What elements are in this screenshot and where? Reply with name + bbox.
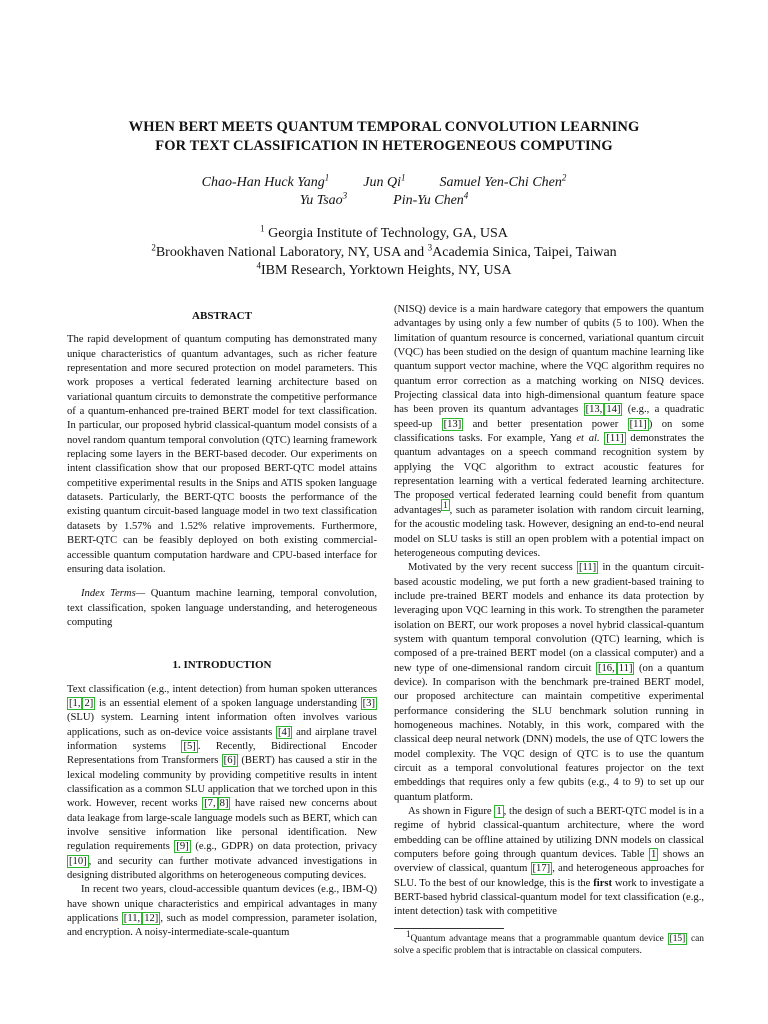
citation-link[interactable]: [17] <box>532 863 551 875</box>
citation-link[interactable]: [3] <box>362 697 375 709</box>
intro-paragraph-2: In recent two years, cloud-accessible quantum devices (e.g., IBM-Q) have shown unique characteristics and empirical advantages in many applications [11, 12] , such as model compression, parameter isolation, and encryption. A noisy-intermediate-scale-quantum <box>67 884 377 939</box>
citation-link[interactable]: [6] <box>223 755 237 767</box>
author-list <box>60 174 708 210</box>
right-paragraph-1: (NISQ) device is a main hardware category that empowers the quantum advantages by using only a few number of qubits (5 to 100). When the limitation of quantum resource is concerned, variational quantum circuit (VQC) has been studied on the design of quantum machine learning like quantum support vector machine, where the VQC algorithm requires no quantum error correction as a matching working on NISQ devices. Projecting classical data into high-dimensional quantum feature space has been proven its quantum advantages [13, 14] (e.g., a quadratic speed-up [13] and better presentation power [11] ) on some classifications tasks. For example, Yang et al. [11] demonstrates the quantum advantages on a speech command recognition system by applying the VQC algorithm to extract acoustic features for representation learning with a vertical federated learning architecture. The proposed vertical federated learning could benefit from quantum advantages $^1$ , such as parameter isolation with random circuit learning, for the acoustic modeling task. However, designing an end-to-end neural model on SLU tasks is still an open problem with a potential impact on heterogeneous computing devices. <box>394 304 704 559</box>
title-line-1: WHEN BERT MEETS QUANTUM TEMPORAL CONVOLUTION LEARNING <box>128 119 640 135</box>
citation-link[interactable]: [11] <box>578 562 597 574</box>
citation-link[interactable]: [5] <box>183 740 196 752</box>
citation-link[interactable]: 11] <box>618 662 633 674</box>
citation-link[interactable]: [10] <box>69 855 87 867</box>
citation-link[interactable]: [15] <box>669 933 686 944</box>
title-line-2: FOR TEXT CLASSIFICATION IN HETEROGENEOUS COMPUTING <box>155 138 613 154</box>
author-line-1 <box>60 174 708 192</box>
author: Jun Qi$^1$ <box>363 172 406 190</box>
author: Samuel Yen-Chi Chen$^2$ <box>439 172 567 190</box>
right-paragraph-2: Motivated by the very recent success [11] in the quantum circuit-based acoustic modeling, we put forth a new gradient-based training to include pre-trained BERT models and enhance its data protection by leveraging upon VQC learning in this work. To strengthen the parameter isolation on BERT, our work proposes a novel hybrid classical-quantum system with quantum temporal convolution (QTC) learning, which is composed of a pre-trained BERT model (on a classical computer) and a new type of one-dimensional random circuit [16, 11] (on a quantum device). In comparison with the benchmark pre-trained BERT model, our proposed architecture can maintain competitive experimental performance considering the SLU benchmark solution running in homogeneous machines. Notably, in this work, compared with the classical deep neural network (DNN) models, the use of QTC lowers the model complexity. The VQC design of QTC is to use the quantum circuit as a temporal convolutional features projector on the text embeddings that requires only a few qubits (e.g., 4 to 9) to set up our quantum platform. <box>394 562 704 803</box>
author-line-2 <box>60 192 708 210</box>
author: Pin-Yu Chen$^4$ <box>393 190 469 208</box>
abstract-text: The rapid development of quantum computing has demonstrated many unique characteristics of quantum advantages, such as richer feature representation and more secured protection on model parameters. This work proposes a vertical federated learning architecture based on variational quantum circuits to demonstrate the competitive performance of a quantum-enhanced pre-trained BERT model for text classification. In particular, our proposed hybrid classical-quantum model consists of a novel random quantum temporal convolution (QTC) learning framework replacing some layers in the BERT-based decoder. Our experiments on intent classification show that our proposed BERT-QTC model attains competitive experimental results in the Snips and ATIS spoken language datasets. Particularly, the BERT-QTC boosts the performance of the existing quantum circuit-based language model in two text classification datasets by 1.57% and 1.52% relative improvements. Furthermore, BERT-QTC can be feasibly deployed on both existing commercial-accessible quantum computation hardware and CPU-based interface for ensuring data isolation. <box>67 334 377 575</box>
affiliation-2: $^2$Brookhaven National Laboratory, NY, USA and $^3$Academia Sinica, Taipei, Taiwan <box>151 241 617 260</box>
citation-link[interactable]: [11] <box>629 418 647 430</box>
citation-link[interactable]: [1, <box>69 697 81 709</box>
author: Yu Tsao$^3$ <box>299 190 348 208</box>
intro-paragraph-1: Text classification (e.g., intent detection) from human spoken utterances [1, 2] is an essential element of a spoken language understanding [3] (SLU) system. Learning intent information often involves various applications, such as on-device voice assistants [4] and airplane travel information systems [5] . Recently, Bidirectional Encoder Representations from Transformers [6] (BERT) has caused a stir in the lexical modeling community by providing competitive results in intent classification as a common SLU application that we torched upon in this work. However, recent works [7, 8] have raised new concerns about data leakage from large-scale language models such as BERT, which can involve sensitive information like personal identification. New regulation requirements [9] (e.g., GDPR) on data protection, privacy [10] , and security can further motivate advanced investigations in designing distributed algorithms on heterogeneous computing devices. <box>67 683 377 882</box>
citation-link[interactable]: [13] <box>443 418 462 430</box>
index-terms: Index Terms— Quantum machine learning, temporal convolution, text classification, spoken language understanding, and heterogeneous computing <box>67 588 377 628</box>
abstract-heading: ABSTRACT <box>192 310 252 322</box>
affiliation-1: $^1$ Georgia Institute of Technology, GA, USA <box>260 223 508 241</box>
figure-link[interactable]: 1 <box>496 806 502 818</box>
footnote-link[interactable]: 1 <box>443 500 448 511</box>
citation-link[interactable]: 12] <box>144 913 159 925</box>
citation-link[interactable]: [9] <box>176 841 189 853</box>
citation-link[interactable]: [11] <box>606 433 624 445</box>
citation-link[interactable]: [7, <box>204 798 216 810</box>
citation-link[interactable]: 8] <box>219 798 229 810</box>
citation-link[interactable]: 2] <box>84 697 94 709</box>
author: Chao-Han Huck Yang$^1$ <box>201 172 330 190</box>
footnote: $^1$Quantum advantage means that a programmable quantum device [15] can solve a specific problem that is intractable on classical computers. <box>394 928 704 957</box>
citation-link[interactable]: [16, <box>597 662 615 674</box>
affiliation-3: $^4$IBM Research, Yorktown Heights, NY, USA <box>256 260 512 278</box>
right-paragraph-3: As shown in Figure 1 , the design of such a BERT-QTC model is in a regime of hybrid classical-quantum architecture, where the word embedding can be offline attained by utilizing DNN models on classical computers before going through quantum devices. Table 1 shows an overview of classical, quantum [17] , and heterogeneous approaches for SLU. To the best of our knowledge, this is the first work to investigate a BERT-based hybrid classical-quantum model for text classification (e.g., intent detection) task with competitive <box>394 806 704 918</box>
citation-link[interactable]: [13, <box>585 404 603 416</box>
citation-link[interactable]: 14] <box>606 404 621 416</box>
affiliations <box>60 225 708 281</box>
left-column <box>67 303 377 941</box>
paper-title <box>60 118 708 156</box>
citation-link[interactable]: [4] <box>278 726 291 738</box>
right-column <box>394 303 704 958</box>
introduction-heading: 1. INTRODUCTION <box>172 659 272 672</box>
citation-link[interactable]: [11, <box>123 913 141 925</box>
table-link[interactable]: 1 <box>651 849 657 861</box>
